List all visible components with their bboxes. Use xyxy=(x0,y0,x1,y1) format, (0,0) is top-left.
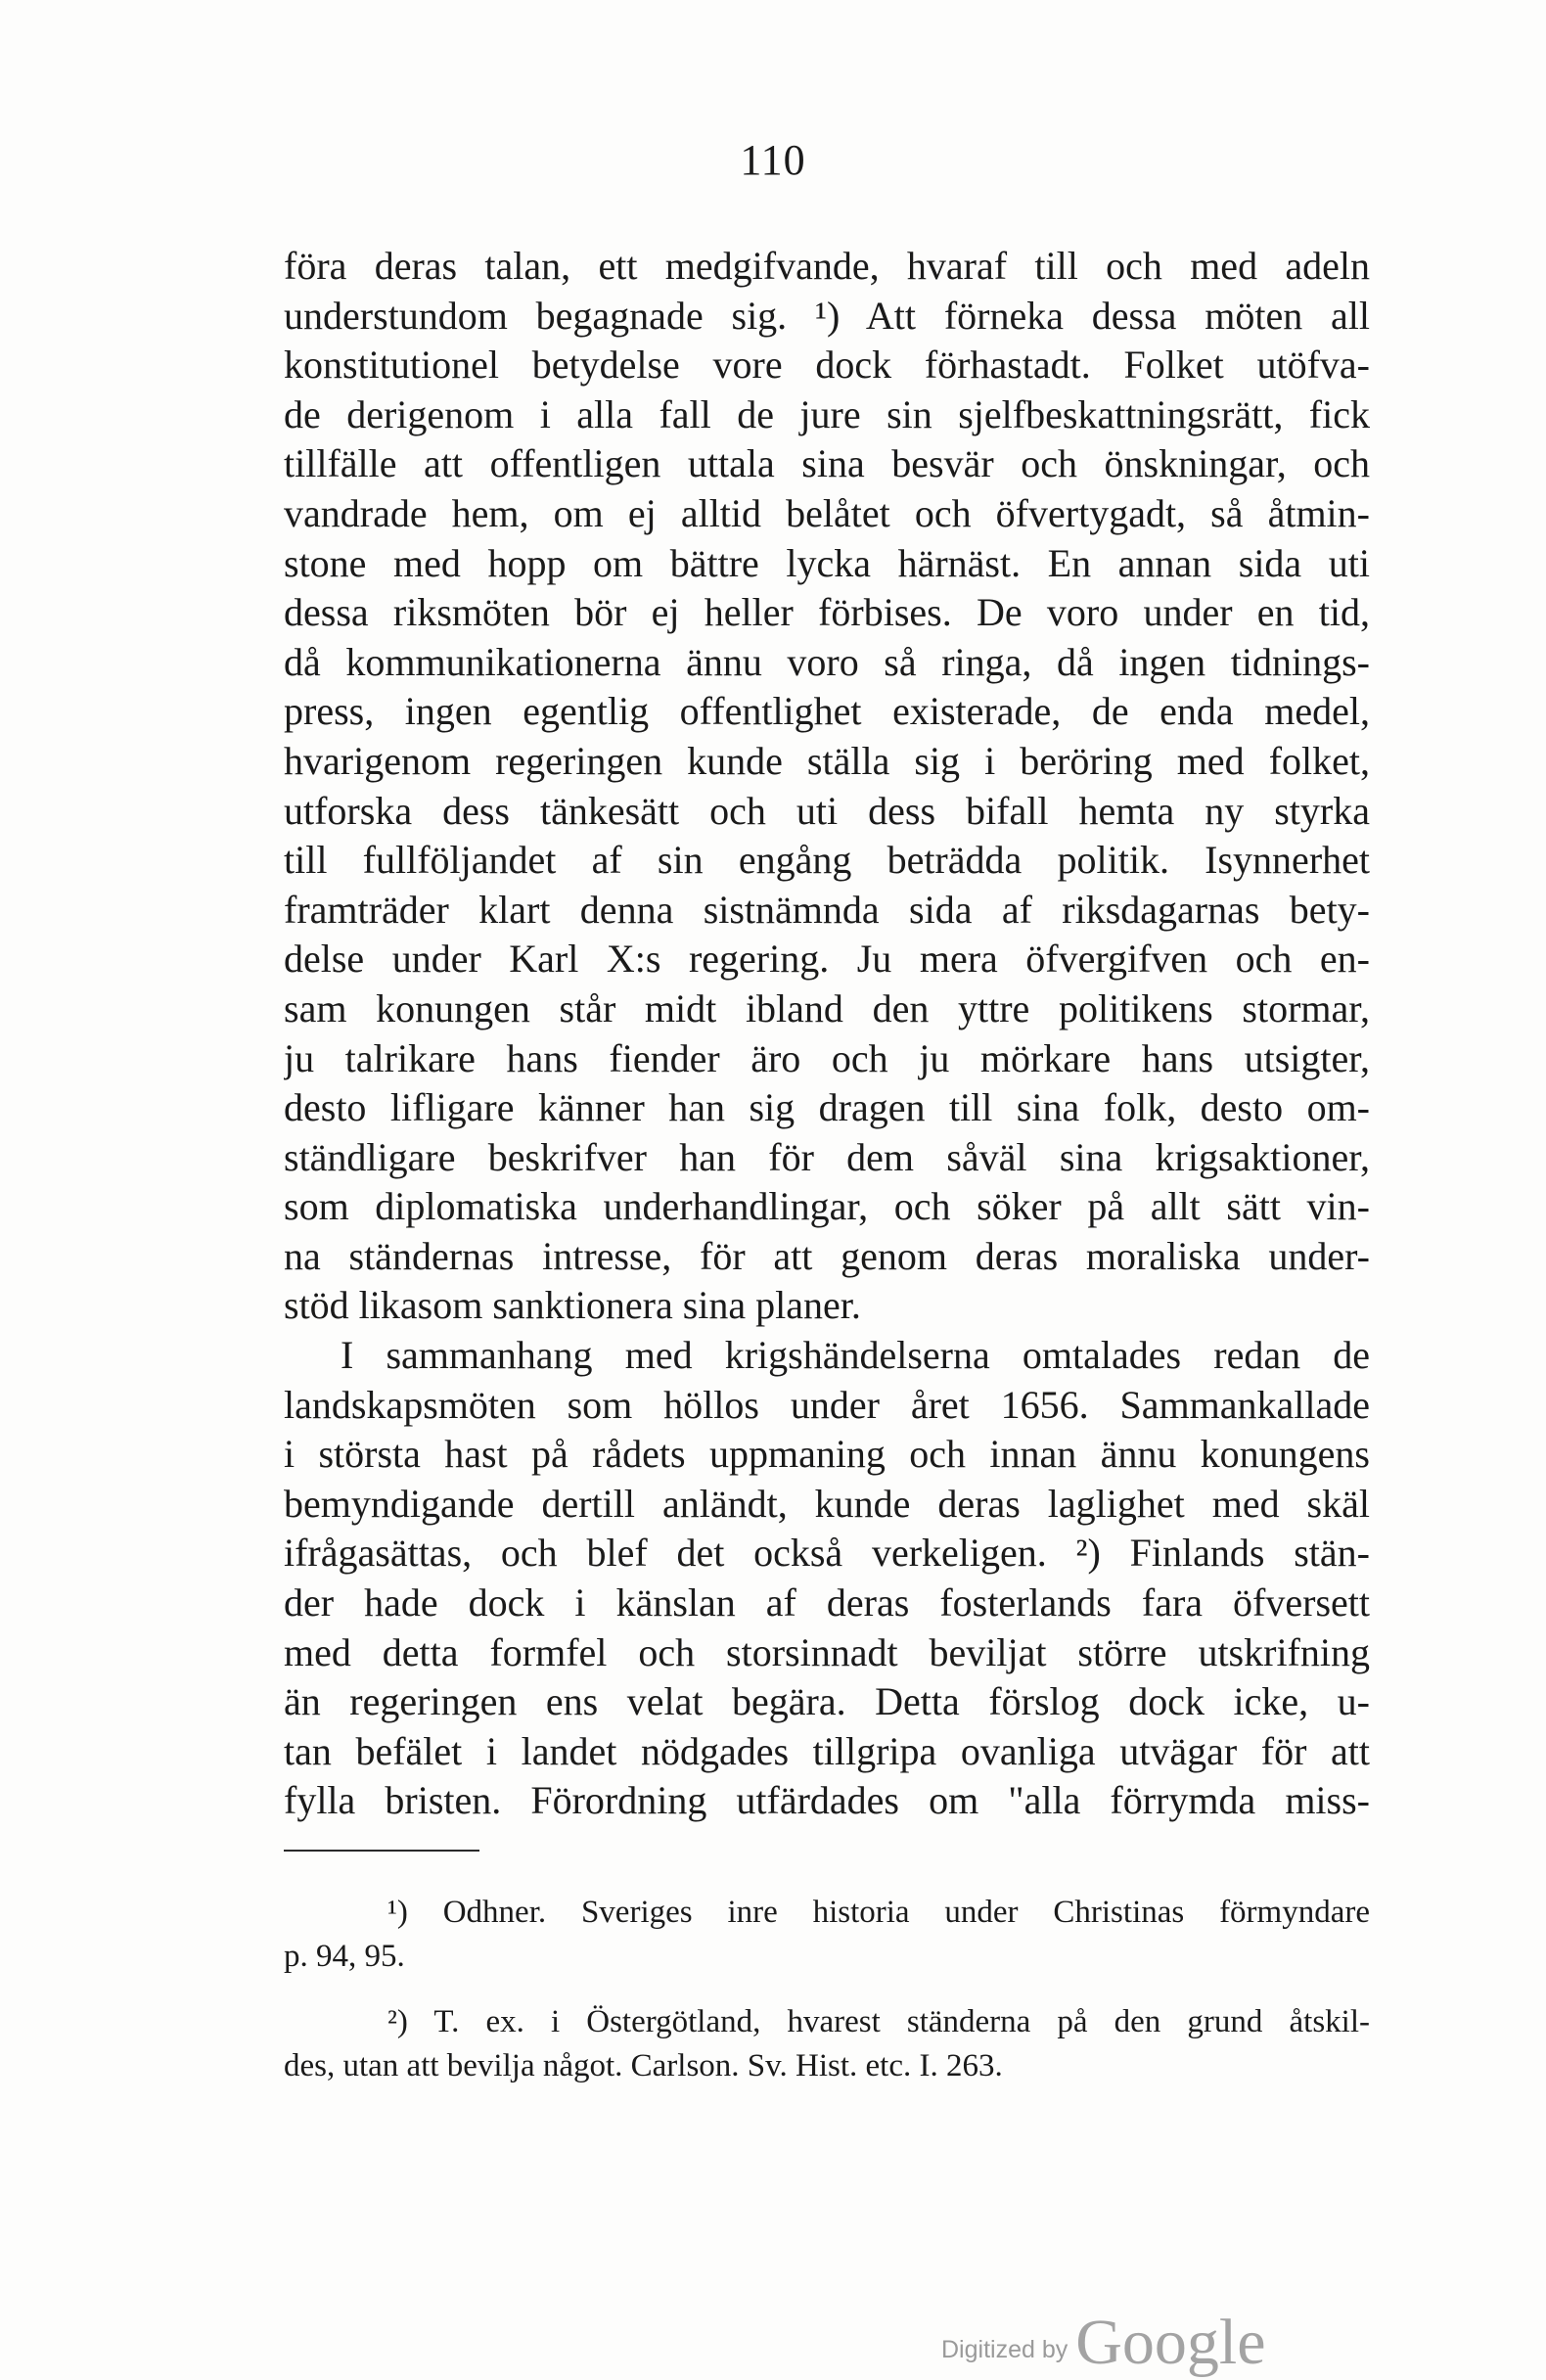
digitized-watermark xyxy=(941,2306,1266,2380)
text-line: ju talrikare hans fiender äro och ju mörkare hans utsigter, xyxy=(284,1035,1370,1080)
text-line: bemyndigande dertill anländt, kunde deras laglighet med skäl xyxy=(284,1481,1370,1526)
text-line: hvarigenom regeringen kunde ställa sig i beröring med folket, xyxy=(284,738,1370,783)
text-line: landskapsmöten som höllos under året 1656. Sammankallade xyxy=(284,1382,1370,1427)
text-line: press, ingen egentlig offentlighet existerade, de enda medel, xyxy=(284,689,1370,734)
footnote-separator xyxy=(284,1850,479,1852)
text-line: tillfälle att offentligen uttala sina besvär och önskningar, och xyxy=(284,441,1370,486)
text-line: dessa riksmöten bör ej heller förbises. De voro under en tid, xyxy=(284,590,1370,635)
watermark-prefix: Digitized by xyxy=(941,2336,1069,2363)
text-line: konstitutionel betydelse vore dock förhastadt. Folket utöfva- xyxy=(284,343,1370,388)
text-line: fylla bristen. Förordning utfärdades om "alla förrymda miss- xyxy=(284,1778,1370,1823)
text-line: na ständernas intresse, för att genom deras moraliska under- xyxy=(284,1233,1370,1278)
text-line: som diplomatiska underhandlingar, och söker på allt sätt vin- xyxy=(284,1184,1370,1229)
text-line: sam konungen står midt ibland den yttre politikens stormar, xyxy=(284,985,1370,1030)
text-line: stone med hopp om bättre lycka härnäst. En annan sida uti xyxy=(284,540,1370,585)
text-line: ständligare beskrifver han för dem såväl sina krigsaktioner, xyxy=(284,1134,1370,1179)
footnote-line: p. 94, 95. xyxy=(284,1939,405,1974)
footnote-line: ²) T. ex. i Östergötland, hvarest ständerna på den grund åtskil- xyxy=(387,2004,1370,2039)
text-line: utforska dess tänkesätt och uti dess bifall hemta ny styrka xyxy=(284,788,1370,833)
text-line: framträder klart denna sistnämnda sida af riksdagarnas bety- xyxy=(284,887,1370,932)
body-text xyxy=(284,242,1370,1826)
text-line: i största hast på rådets uppmaning och innan ännu konungens xyxy=(284,1432,1370,1477)
text-line: med detta formfel och storsinnadt beviljat större utskrifning xyxy=(284,1629,1370,1674)
text-line: delse under Karl X:s regering. Ju mera öfvergifven och en- xyxy=(284,937,1370,982)
text-line: der hade dock i känslan af deras fosterlands fara öfversett xyxy=(284,1580,1370,1625)
text-line: tan befälet i landet nödgades tillgripa ovanliga utvägar för att xyxy=(284,1728,1370,1773)
text-line: I sammanhang med krigshändelserna omtalades redan de xyxy=(341,1333,1370,1378)
footnote-line: ¹) Odhner. Sveriges inre historia under Christinas förmyndare xyxy=(387,1895,1370,1930)
text-line: ifrågasättas, och blef det också verkeligen. ²) Finlands stän- xyxy=(284,1531,1370,1576)
text-line: stöd likasom sanktionera sina planer. xyxy=(284,1283,861,1328)
text-line: desto lifligare känner han sig dragen till sina folk, desto om- xyxy=(284,1085,1370,1130)
text-line: än regeringen ens velat begära. Detta förslog dock icke, u- xyxy=(284,1679,1370,1724)
page-number: 110 xyxy=(740,136,806,184)
text-line: föra deras talan, ett medgifvande, hvaraf till och med adeln xyxy=(284,244,1370,288)
text-line: då kommunikationerna ännu voro så ringa, då ingen tidnings- xyxy=(284,639,1370,684)
footnotes xyxy=(284,1891,1370,2088)
text-line: understundom begagnade sig. ¹) Att förneka dessa möten all xyxy=(284,293,1370,338)
text-line: de derigenom i alla fall de jure sin sjelfbeskattningsrätt, fick xyxy=(284,391,1370,436)
watermark-brand: Google xyxy=(1075,2307,1266,2378)
text-line: vandrade hem, om ej alltid belåtet och öfvertygadt, så åtmin- xyxy=(284,490,1370,535)
text-line: till fullföljandet af sin engång beträdda politik. Isynnerhet xyxy=(284,838,1370,883)
footnote-line: des, utan att bevilja något. Carlson. Sv. Hist. etc. I. 263. xyxy=(284,2048,1003,2083)
